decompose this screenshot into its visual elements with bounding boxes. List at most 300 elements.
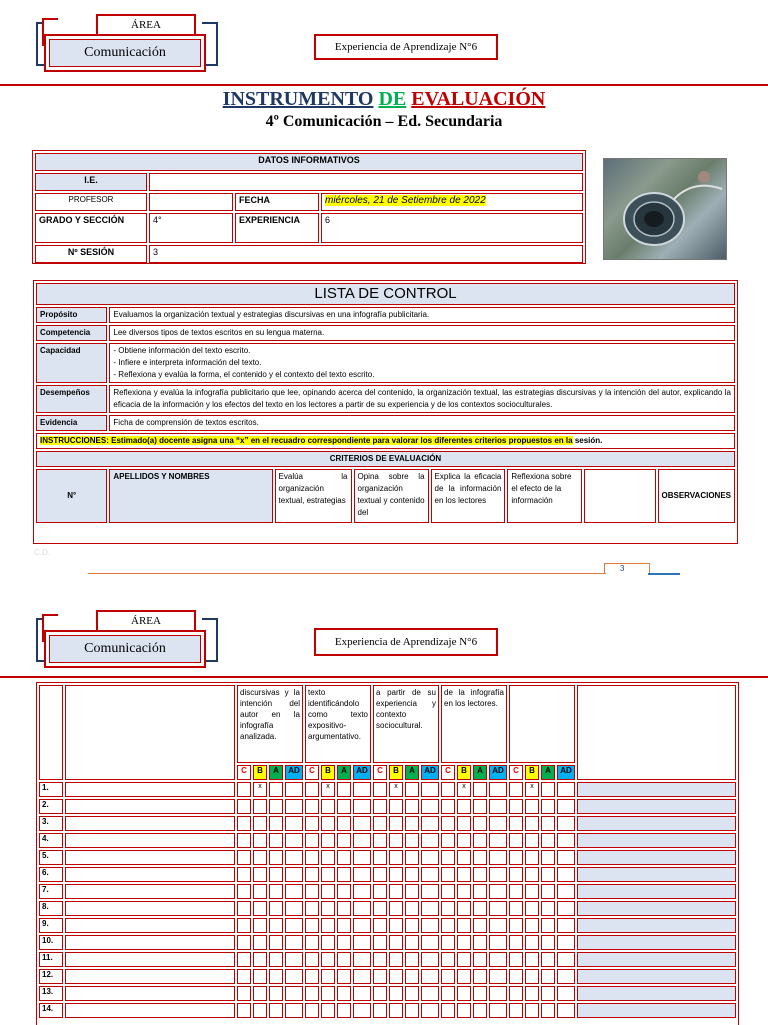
level-checkbox[interactable] (253, 833, 267, 848)
level-checkbox[interactable] (457, 833, 471, 848)
level-checkbox[interactable] (337, 816, 351, 831)
level-checkbox[interactable] (441, 867, 455, 882)
level-checkbox[interactable] (509, 969, 523, 984)
level-checkbox[interactable] (421, 816, 439, 831)
level-checkbox[interactable] (305, 986, 319, 1001)
level-checkbox[interactable]: x (457, 782, 471, 797)
student-name-cell[interactable] (65, 952, 235, 967)
level-checkbox[interactable] (305, 935, 319, 950)
level-checkbox[interactable] (253, 969, 267, 984)
level-checkbox[interactable] (541, 1003, 555, 1018)
level-checkbox[interactable] (441, 1003, 455, 1018)
level-checkbox[interactable] (421, 1003, 439, 1018)
level-checkbox[interactable] (489, 816, 507, 831)
level-checkbox[interactable] (285, 816, 303, 831)
level-checkbox[interactable] (509, 867, 523, 882)
level-checkbox[interactable] (389, 918, 403, 933)
level-checkbox[interactable] (473, 884, 487, 899)
level-checkbox[interactable] (389, 884, 403, 899)
level-checkbox[interactable] (285, 901, 303, 916)
level-checkbox[interactable] (373, 935, 387, 950)
level-checkbox[interactable] (525, 799, 539, 814)
level-checkbox[interactable] (525, 1003, 539, 1018)
level-checkbox[interactable] (421, 986, 439, 1001)
level-checkbox[interactable] (405, 799, 419, 814)
level-checkbox[interactable] (253, 952, 267, 967)
observaciones-cell[interactable] (577, 850, 736, 865)
level-checkbox[interactable] (305, 952, 319, 967)
level-checkbox[interactable] (373, 1003, 387, 1018)
level-checkbox[interactable] (557, 969, 575, 984)
student-name-cell[interactable] (65, 1003, 235, 1018)
observaciones-cell[interactable] (577, 816, 736, 831)
level-checkbox[interactable] (405, 952, 419, 967)
level-checkbox[interactable] (473, 816, 487, 831)
level-checkbox[interactable] (541, 799, 555, 814)
level-checkbox[interactable] (421, 867, 439, 882)
level-checkbox[interactable] (337, 833, 351, 848)
student-name-cell[interactable] (65, 816, 235, 831)
observaciones-cell[interactable] (577, 833, 736, 848)
level-checkbox[interactable] (441, 952, 455, 967)
level-checkbox[interactable] (353, 952, 371, 967)
level-checkbox[interactable] (489, 884, 507, 899)
level-checkbox[interactable] (541, 969, 555, 984)
level-checkbox[interactable] (353, 969, 371, 984)
level-checkbox[interactable] (525, 935, 539, 950)
level-checkbox[interactable]: x (253, 782, 267, 797)
level-checkbox[interactable] (269, 799, 283, 814)
level-checkbox[interactable] (405, 816, 419, 831)
level-checkbox[interactable] (557, 901, 575, 916)
level-checkbox[interactable] (321, 918, 335, 933)
level-checkbox[interactable] (457, 867, 471, 882)
level-checkbox[interactable] (305, 850, 319, 865)
level-checkbox[interactable] (269, 901, 283, 916)
level-checkbox[interactable] (405, 1003, 419, 1018)
level-checkbox[interactable] (541, 952, 555, 967)
level-checkbox[interactable] (389, 816, 403, 831)
level-checkbox[interactable] (405, 969, 419, 984)
level-checkbox[interactable]: x (389, 782, 403, 797)
level-checkbox[interactable] (489, 1003, 507, 1018)
level-checkbox[interactable] (525, 816, 539, 831)
level-checkbox[interactable] (525, 952, 539, 967)
level-checkbox[interactable] (489, 833, 507, 848)
level-checkbox[interactable] (321, 952, 335, 967)
level-checkbox[interactable] (441, 986, 455, 1001)
level-checkbox[interactable] (373, 986, 387, 1001)
level-checkbox[interactable] (253, 918, 267, 933)
level-checkbox[interactable] (305, 833, 319, 848)
level-checkbox[interactable] (321, 850, 335, 865)
level-checkbox[interactable] (253, 867, 267, 882)
level-checkbox[interactable] (337, 918, 351, 933)
level-checkbox[interactable] (237, 867, 251, 882)
level-checkbox[interactable] (237, 986, 251, 1001)
level-checkbox[interactable] (489, 935, 507, 950)
level-checkbox[interactable] (541, 918, 555, 933)
level-checkbox[interactable] (525, 986, 539, 1001)
level-checkbox[interactable] (237, 799, 251, 814)
student-name-cell[interactable] (65, 969, 235, 984)
level-checkbox[interactable] (305, 884, 319, 899)
level-checkbox[interactable] (269, 884, 283, 899)
level-checkbox[interactable] (373, 850, 387, 865)
level-checkbox[interactable] (557, 935, 575, 950)
level-checkbox[interactable] (473, 799, 487, 814)
level-checkbox[interactable] (285, 799, 303, 814)
level-checkbox[interactable] (525, 867, 539, 882)
level-checkbox[interactable] (253, 901, 267, 916)
level-checkbox[interactable] (557, 799, 575, 814)
student-name-cell[interactable] (65, 918, 235, 933)
level-checkbox[interactable] (253, 986, 267, 1001)
level-checkbox[interactable] (525, 850, 539, 865)
level-checkbox[interactable] (373, 782, 387, 797)
level-checkbox[interactable] (353, 782, 371, 797)
level-checkbox[interactable] (321, 884, 335, 899)
level-checkbox[interactable] (441, 969, 455, 984)
student-name-cell[interactable] (65, 901, 235, 916)
level-checkbox[interactable] (405, 986, 419, 1001)
observaciones-cell[interactable] (577, 799, 736, 814)
level-checkbox[interactable] (285, 782, 303, 797)
level-checkbox[interactable] (253, 850, 267, 865)
level-checkbox[interactable] (373, 969, 387, 984)
level-checkbox[interactable] (405, 833, 419, 848)
level-checkbox[interactable] (285, 952, 303, 967)
level-checkbox[interactable] (509, 850, 523, 865)
student-name-cell[interactable] (65, 884, 235, 899)
level-checkbox[interactable] (473, 918, 487, 933)
level-checkbox[interactable] (557, 782, 575, 797)
level-checkbox[interactable] (421, 918, 439, 933)
level-checkbox[interactable] (421, 952, 439, 967)
level-checkbox[interactable] (489, 782, 507, 797)
level-checkbox[interactable] (373, 833, 387, 848)
level-checkbox[interactable] (321, 833, 335, 848)
level-checkbox[interactable] (373, 816, 387, 831)
level-checkbox[interactable] (269, 986, 283, 1001)
level-checkbox[interactable] (489, 850, 507, 865)
level-checkbox[interactable] (509, 952, 523, 967)
level-checkbox[interactable] (269, 867, 283, 882)
level-checkbox[interactable] (557, 952, 575, 967)
level-checkbox[interactable] (525, 901, 539, 916)
level-checkbox[interactable] (269, 952, 283, 967)
level-checkbox[interactable] (305, 969, 319, 984)
level-checkbox[interactable] (321, 867, 335, 882)
level-checkbox[interactable] (237, 1003, 251, 1018)
student-name-cell[interactable] (65, 986, 235, 1001)
level-checkbox[interactable] (269, 1003, 283, 1018)
observaciones-cell[interactable] (577, 952, 736, 967)
level-checkbox[interactable] (541, 833, 555, 848)
level-checkbox[interactable] (285, 935, 303, 950)
level-checkbox[interactable] (373, 799, 387, 814)
level-checkbox[interactable] (405, 935, 419, 950)
level-checkbox[interactable] (237, 850, 251, 865)
level-checkbox[interactable] (473, 833, 487, 848)
level-checkbox[interactable] (557, 1003, 575, 1018)
level-checkbox[interactable] (473, 901, 487, 916)
level-checkbox[interactable] (389, 952, 403, 967)
level-checkbox[interactable] (541, 901, 555, 916)
level-checkbox[interactable] (457, 969, 471, 984)
student-name-cell[interactable] (65, 867, 235, 882)
level-checkbox[interactable] (237, 969, 251, 984)
level-checkbox[interactable] (541, 782, 555, 797)
level-checkbox[interactable] (541, 935, 555, 950)
level-checkbox[interactable] (509, 1003, 523, 1018)
level-checkbox[interactable] (525, 969, 539, 984)
level-checkbox[interactable] (353, 884, 371, 899)
level-checkbox[interactable] (305, 901, 319, 916)
level-checkbox[interactable] (237, 935, 251, 950)
level-checkbox[interactable] (489, 969, 507, 984)
level-checkbox[interactable] (473, 782, 487, 797)
level-checkbox[interactable] (353, 833, 371, 848)
level-checkbox[interactable] (525, 833, 539, 848)
level-checkbox[interactable] (489, 952, 507, 967)
level-checkbox[interactable] (269, 850, 283, 865)
level-checkbox[interactable] (237, 833, 251, 848)
level-checkbox[interactable] (473, 867, 487, 882)
level-checkbox[interactable] (557, 918, 575, 933)
level-checkbox[interactable] (405, 782, 419, 797)
level-checkbox[interactable] (541, 816, 555, 831)
level-checkbox[interactable] (421, 935, 439, 950)
level-checkbox[interactable] (269, 833, 283, 848)
level-checkbox[interactable] (473, 986, 487, 1001)
level-checkbox[interactable] (457, 850, 471, 865)
observaciones-cell[interactable] (577, 1003, 736, 1018)
level-checkbox[interactable] (285, 884, 303, 899)
level-checkbox[interactable] (337, 782, 351, 797)
level-checkbox[interactable] (337, 850, 351, 865)
level-checkbox[interactable] (541, 884, 555, 899)
level-checkbox[interactable] (489, 918, 507, 933)
level-checkbox[interactable] (441, 799, 455, 814)
level-checkbox[interactable] (389, 935, 403, 950)
level-checkbox[interactable] (473, 1003, 487, 1018)
level-checkbox[interactable] (489, 867, 507, 882)
level-checkbox[interactable] (473, 850, 487, 865)
student-name-cell[interactable] (65, 782, 235, 797)
level-checkbox[interactable] (441, 782, 455, 797)
observaciones-cell[interactable] (577, 986, 736, 1001)
level-checkbox[interactable] (285, 833, 303, 848)
level-checkbox[interactable] (353, 935, 371, 950)
level-checkbox[interactable] (337, 884, 351, 899)
level-checkbox[interactable] (421, 799, 439, 814)
level-checkbox[interactable] (389, 850, 403, 865)
level-checkbox[interactable] (321, 799, 335, 814)
level-checkbox[interactable] (441, 884, 455, 899)
level-checkbox[interactable] (509, 884, 523, 899)
level-checkbox[interactable] (253, 884, 267, 899)
level-checkbox[interactable] (305, 816, 319, 831)
level-checkbox[interactable] (441, 833, 455, 848)
level-checkbox[interactable] (253, 799, 267, 814)
level-checkbox[interactable] (337, 799, 351, 814)
level-checkbox[interactable] (389, 1003, 403, 1018)
level-checkbox[interactable] (405, 884, 419, 899)
level-checkbox[interactable] (321, 1003, 335, 1018)
level-checkbox[interactable] (337, 901, 351, 916)
level-checkbox[interactable] (337, 935, 351, 950)
level-checkbox[interactable] (305, 918, 319, 933)
level-checkbox[interactable] (337, 1003, 351, 1018)
level-checkbox[interactable] (457, 901, 471, 916)
level-checkbox[interactable] (557, 867, 575, 882)
level-checkbox[interactable] (509, 986, 523, 1001)
level-checkbox[interactable] (441, 901, 455, 916)
level-checkbox[interactable] (237, 952, 251, 967)
level-checkbox[interactable] (441, 850, 455, 865)
level-checkbox[interactable] (237, 782, 251, 797)
level-checkbox[interactable] (541, 986, 555, 1001)
observaciones-cell[interactable] (577, 884, 736, 899)
level-checkbox[interactable] (525, 918, 539, 933)
level-checkbox[interactable] (557, 884, 575, 899)
level-checkbox[interactable] (285, 969, 303, 984)
level-checkbox[interactable] (421, 969, 439, 984)
level-checkbox[interactable] (457, 816, 471, 831)
level-checkbox[interactable] (389, 969, 403, 984)
level-checkbox[interactable] (321, 969, 335, 984)
level-checkbox[interactable] (285, 986, 303, 1001)
level-checkbox[interactable] (405, 901, 419, 916)
level-checkbox[interactable] (389, 833, 403, 848)
level-checkbox[interactable] (321, 816, 335, 831)
level-checkbox[interactable] (305, 1003, 319, 1018)
level-checkbox[interactable] (337, 952, 351, 967)
level-checkbox[interactable] (237, 884, 251, 899)
observaciones-cell[interactable] (577, 782, 736, 797)
level-checkbox[interactable] (285, 850, 303, 865)
level-checkbox[interactable] (421, 782, 439, 797)
level-checkbox[interactable] (509, 816, 523, 831)
level-checkbox[interactable] (509, 935, 523, 950)
level-checkbox[interactable] (285, 1003, 303, 1018)
level-checkbox[interactable] (457, 1003, 471, 1018)
level-checkbox[interactable] (457, 986, 471, 1001)
level-checkbox[interactable] (389, 986, 403, 1001)
level-checkbox[interactable] (321, 935, 335, 950)
level-checkbox[interactable] (237, 816, 251, 831)
level-checkbox[interactable] (389, 901, 403, 916)
level-checkbox[interactable] (269, 782, 283, 797)
level-checkbox[interactable] (353, 816, 371, 831)
level-checkbox[interactable] (457, 935, 471, 950)
level-checkbox[interactable] (441, 816, 455, 831)
level-checkbox[interactable] (421, 901, 439, 916)
level-checkbox[interactable] (441, 918, 455, 933)
level-checkbox[interactable] (509, 901, 523, 916)
level-checkbox[interactable] (353, 799, 371, 814)
level-checkbox[interactable] (525, 884, 539, 899)
level-checkbox[interactable] (237, 918, 251, 933)
level-checkbox[interactable] (337, 867, 351, 882)
level-checkbox[interactable] (305, 867, 319, 882)
level-checkbox[interactable] (473, 969, 487, 984)
level-checkbox[interactable] (237, 901, 251, 916)
level-checkbox[interactable] (557, 816, 575, 831)
level-checkbox[interactable] (473, 952, 487, 967)
observaciones-cell[interactable] (577, 901, 736, 916)
level-checkbox[interactable] (389, 867, 403, 882)
level-checkbox[interactable] (509, 833, 523, 848)
level-checkbox[interactable] (353, 901, 371, 916)
observaciones-cell[interactable] (577, 867, 736, 882)
level-checkbox[interactable] (421, 833, 439, 848)
level-checkbox[interactable] (373, 918, 387, 933)
level-checkbox[interactable] (353, 1003, 371, 1018)
level-checkbox[interactable] (489, 901, 507, 916)
level-checkbox[interactable] (509, 799, 523, 814)
level-checkbox[interactable] (489, 986, 507, 1001)
level-checkbox[interactable] (541, 867, 555, 882)
level-checkbox[interactable] (285, 867, 303, 882)
level-checkbox[interactable] (305, 782, 319, 797)
level-checkbox[interactable] (353, 986, 371, 1001)
level-checkbox[interactable] (457, 952, 471, 967)
level-checkbox[interactable] (373, 901, 387, 916)
level-checkbox[interactable] (269, 816, 283, 831)
student-name-cell[interactable] (65, 850, 235, 865)
level-checkbox[interactable] (509, 918, 523, 933)
level-checkbox[interactable] (269, 918, 283, 933)
level-checkbox[interactable] (337, 969, 351, 984)
level-checkbox[interactable] (253, 935, 267, 950)
level-checkbox[interactable] (373, 884, 387, 899)
level-checkbox[interactable] (473, 935, 487, 950)
student-name-cell[interactable] (65, 935, 235, 950)
level-checkbox[interactable] (353, 918, 371, 933)
level-checkbox[interactable] (405, 867, 419, 882)
observaciones-cell[interactable] (577, 969, 736, 984)
level-checkbox[interactable] (285, 918, 303, 933)
level-checkbox[interactable] (321, 986, 335, 1001)
observaciones-cell[interactable] (577, 935, 736, 950)
level-checkbox[interactable] (373, 867, 387, 882)
level-checkbox[interactable] (541, 850, 555, 865)
level-checkbox[interactable] (457, 884, 471, 899)
level-checkbox[interactable] (421, 850, 439, 865)
level-checkbox[interactable] (557, 833, 575, 848)
level-checkbox[interactable] (337, 986, 351, 1001)
level-checkbox[interactable] (489, 799, 507, 814)
level-checkbox[interactable] (389, 799, 403, 814)
level-checkbox[interactable] (253, 816, 267, 831)
level-checkbox[interactable]: x (321, 782, 335, 797)
level-checkbox[interactable] (353, 850, 371, 865)
level-checkbox[interactable] (557, 986, 575, 1001)
level-checkbox[interactable] (353, 867, 371, 882)
level-checkbox[interactable] (457, 918, 471, 933)
student-name-cell[interactable] (65, 833, 235, 848)
level-checkbox[interactable] (321, 901, 335, 916)
level-checkbox[interactable] (557, 850, 575, 865)
student-name-cell[interactable] (65, 799, 235, 814)
level-checkbox[interactable] (269, 969, 283, 984)
level-checkbox[interactable] (509, 782, 523, 797)
level-checkbox[interactable] (405, 850, 419, 865)
level-checkbox[interactable] (253, 1003, 267, 1018)
level-checkbox[interactable] (457, 799, 471, 814)
